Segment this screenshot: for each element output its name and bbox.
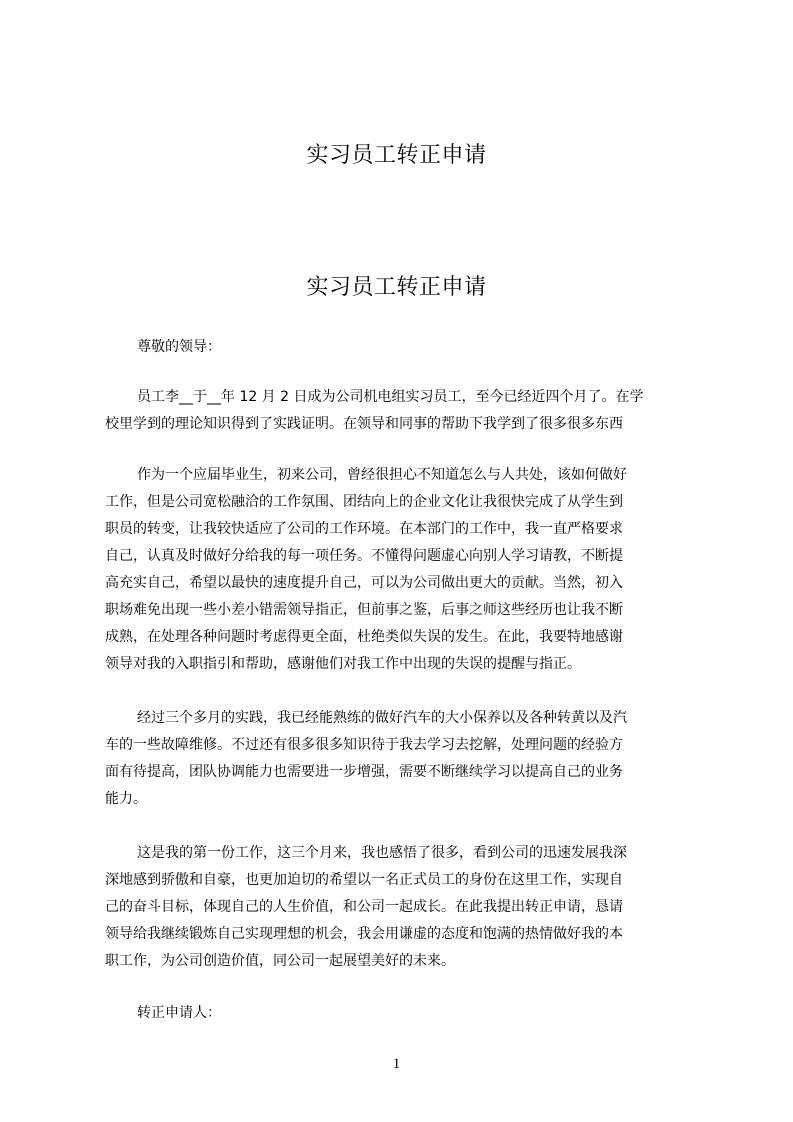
- paragraph-2-line-6: 职场难免出现一些小差小错需领导指正，但前事之鉴，后事之师这些经历也让我不断: [105, 602, 623, 618]
- paragraph-4-line-4: 领导给我继续锻炼自己实现理想的机会，我会用谦虚的态度和饱满的热情做好我的本: [105, 926, 623, 942]
- paragraph-2-line-2: 工作，但是公司宽松融洽的工作氛围、团结向上的企业文化让我很快完成了从学生到: [105, 494, 623, 510]
- paragraph-2-line-1: 作为一个应届毕业生，初来公司，曾经很担心不知道怎么与人共处，该如何做好: [137, 467, 627, 483]
- paragraph-2-line-7: 成熟，在处理各种问题时考虑得更全面，杜绝类似失误的发生。在此，我要特地感谢: [105, 629, 623, 645]
- paragraph-4-line-1: 这是我的第一份工作，这三个月来，我也感悟了很多，看到公司的迅速发展我深: [137, 845, 627, 861]
- page-number: 1: [392, 1056, 401, 1072]
- paragraph-3-line-2: 车的一些故障维修。不过还有很多很多知识待于我去学习去挖解，处理问题的经验方: [105, 737, 623, 753]
- paragraph-3-line-3: 面有待提高，团队协调能力也需要进一步增强，需要不断继续学习以提高自己的业务: [105, 764, 623, 780]
- document-title: 实习员工转正申请: [306, 143, 487, 168]
- paragraph-3-line-4: 能力。: [105, 791, 147, 807]
- paragraph-2-line-5: 高充实自己，希望以最快的速度提升自己，可以为公司做出更大的贡献。当然，初入: [105, 575, 623, 591]
- paragraph-1-line-1: 员工李__于__年 12 月 2 日成为公司机电组实习员工，至今已经近四个月了。在学: [137, 389, 644, 405]
- signature-label: 转正申请人：: [137, 1005, 221, 1021]
- paragraph-2-line-3: 职员的转变，让我较快适应了公司的工作环境。在本部门的工作中，我一直严格要求: [105, 521, 623, 537]
- paragraph-4-line-2: 深地感到骄傲和自豪，也更加迫切的希望以一名正式员工的身份在这里工作，实现自: [105, 872, 623, 888]
- salutation: 尊敬的领导：: [137, 339, 221, 355]
- paragraph-2-line-8: 领导对我的入职指引和帮助，感谢他们对我工作中出现的失误的提醒与指正。: [105, 656, 581, 672]
- paragraph-4-line-3: 己的奋斗目标，体现自己的人生价值，和公司一起成长。在此我提出转正申请，恳请: [105, 899, 623, 915]
- document-subtitle: 实习员工转正申请: [306, 275, 487, 300]
- paragraph-3-line-1: 经过三个多月的实践，我已经能熟练的做好汽车的大小保养以及各种转黄以及汽: [137, 710, 627, 726]
- paragraph-2-line-4: 自己，认真及时做好分给我的每一项任务。不懂得问题虚心向别人学习请教，不断提: [105, 548, 623, 564]
- paragraph-1-line-2: 校里学到的理论知识得到了实践证明。在领导和同事的帮助下我学到了很多很多东西: [105, 416, 623, 432]
- paragraph-4-line-5: 职工作，为公司创造价值，同公司一起展望美好的未来。: [105, 953, 455, 969]
